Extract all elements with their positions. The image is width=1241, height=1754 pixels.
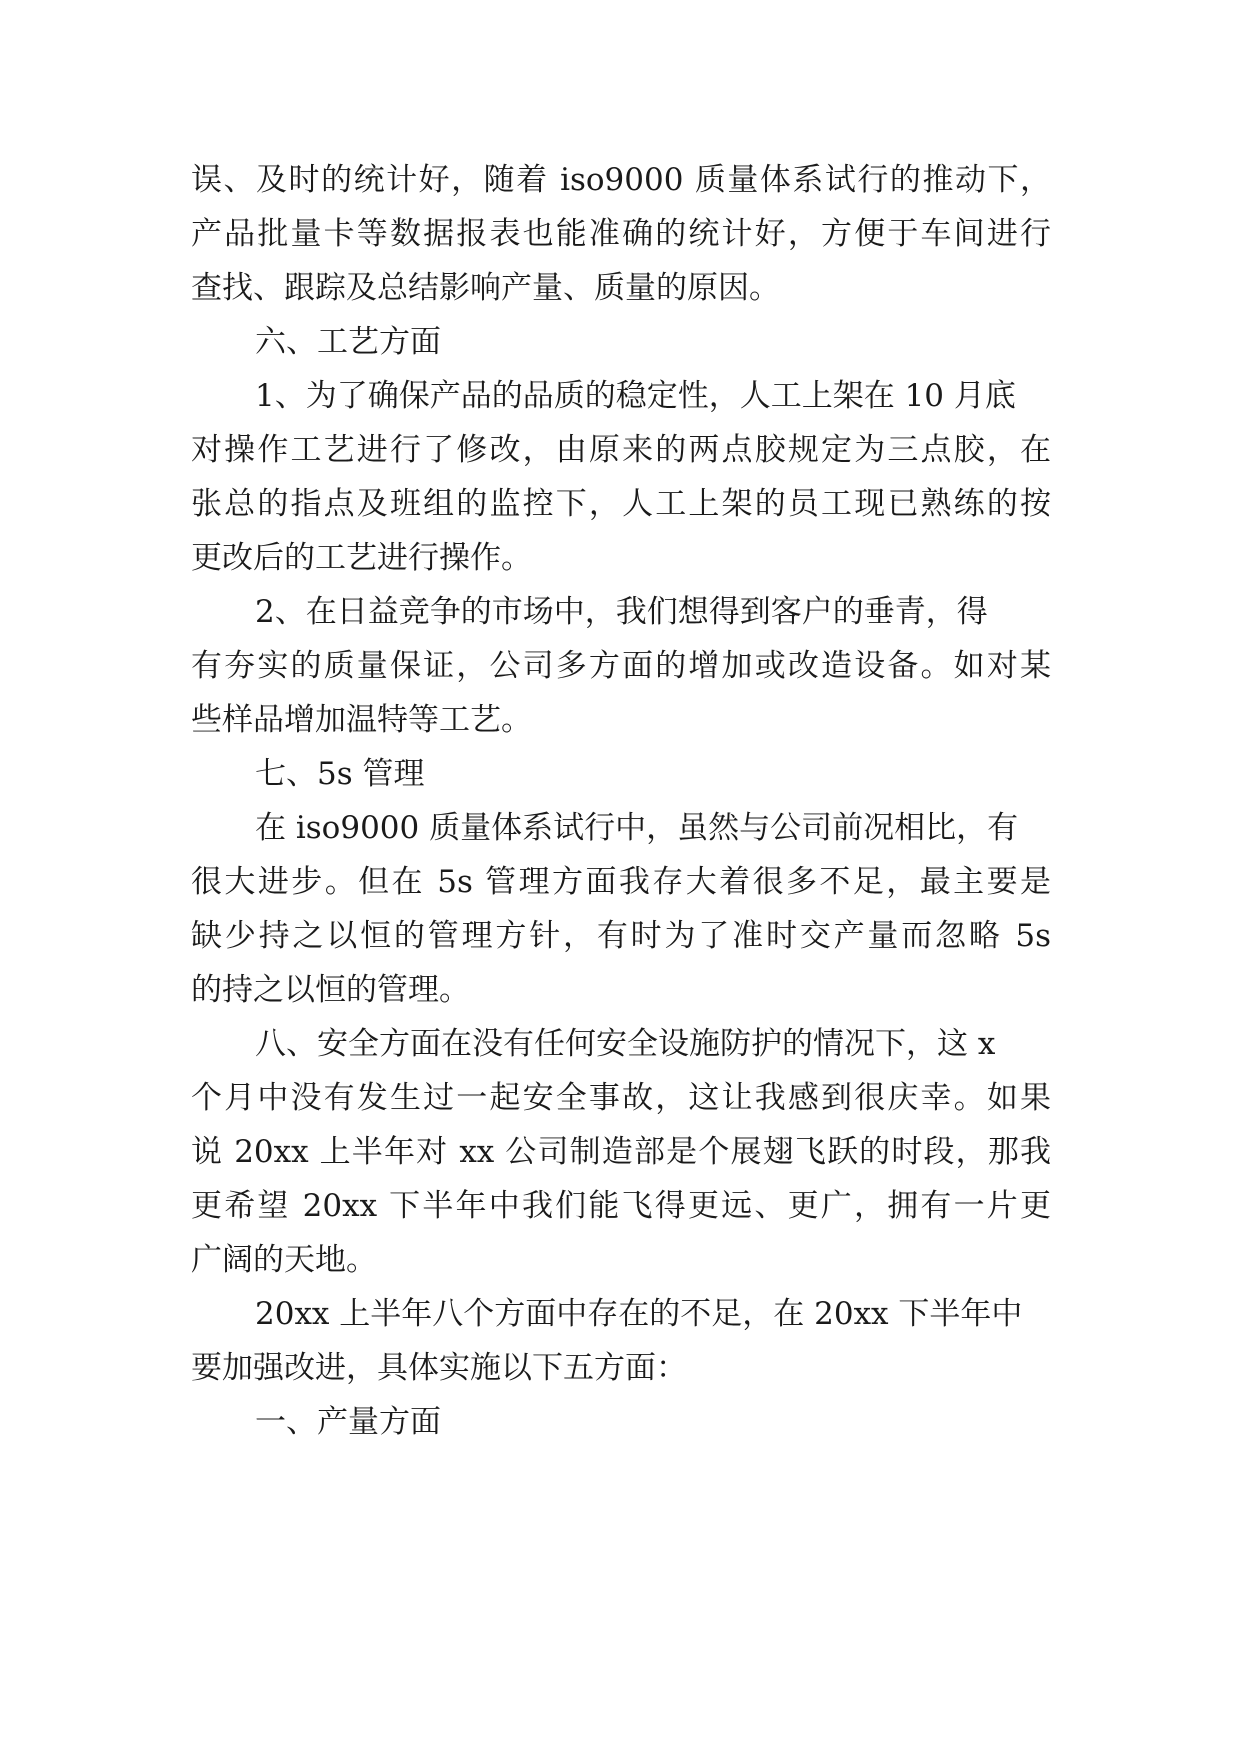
text-line: 缺少持之以恒的管理方针，有时为了准时交产量而忽略 5s [191, 918, 1051, 954]
text-line: 2、在日益竞争的市场中，我们想得到客户的垂青，得 [255, 594, 988, 630]
section-heading: 七、5s 管理 [255, 756, 425, 792]
text-line: 误、及时的统计好，随着 iso9000 质量体系试行的推动下， [191, 162, 1051, 198]
text-line: 更希望 20xx 下半年中我们能飞得更远、更广，拥有一片更 [191, 1188, 1051, 1224]
text-line: 对操作工艺进行了修改，由原来的两点胶规定为三点胶，在 [191, 432, 1051, 468]
text-line: 张总的指点及班组的监控下，人工上架的员工现已熟练的按 [191, 486, 1051, 522]
text-line: 产品批量卡等数据报表也能准确的统计好，方便于车间进行 [191, 216, 1051, 252]
text-line: 20xx 上半年八个方面中存在的不足，在 20xx 下半年中 [255, 1296, 1023, 1332]
text-line: 八、安全方面在没有任何安全设施防护的情况下，这 x [255, 1026, 996, 1062]
text-line: 要加强改进，具体实施以下五方面： [191, 1350, 687, 1386]
section-heading: 一、产量方面 [255, 1404, 441, 1440]
text-line: 有夯实的质量保证，公司多方面的增加或改造设备。如对某 [191, 648, 1051, 684]
text-line: 广阔的天地。 [191, 1242, 377, 1278]
text-line: 查找、跟踪及总结影响产量、质量的原因。 [191, 270, 780, 306]
text-line: 更改后的工艺进行操作。 [191, 540, 532, 576]
text-line: 个月中没有发生过一起安全事故，这让我感到很庆幸。如果 [191, 1080, 1051, 1116]
text-line: 的持之以恒的管理。 [191, 972, 470, 1008]
text-line: 说 20xx 上半年对 xx 公司制造部是个展翅飞跃的时段，那我 [191, 1134, 1051, 1170]
section-heading: 六、工艺方面 [255, 324, 441, 360]
text-line: 在 iso9000 质量体系试行中，虽然与公司前况相比，有 [255, 810, 1019, 846]
text-line: 很大进步。但在 5s 管理方面我存大着很多不足，最主要是 [191, 864, 1051, 900]
text-line: 1、为了确保产品的品质的稳定性，人工上架在 10 月底 [255, 378, 1016, 414]
text-line: 些样品增加温特等工艺。 [191, 702, 532, 738]
